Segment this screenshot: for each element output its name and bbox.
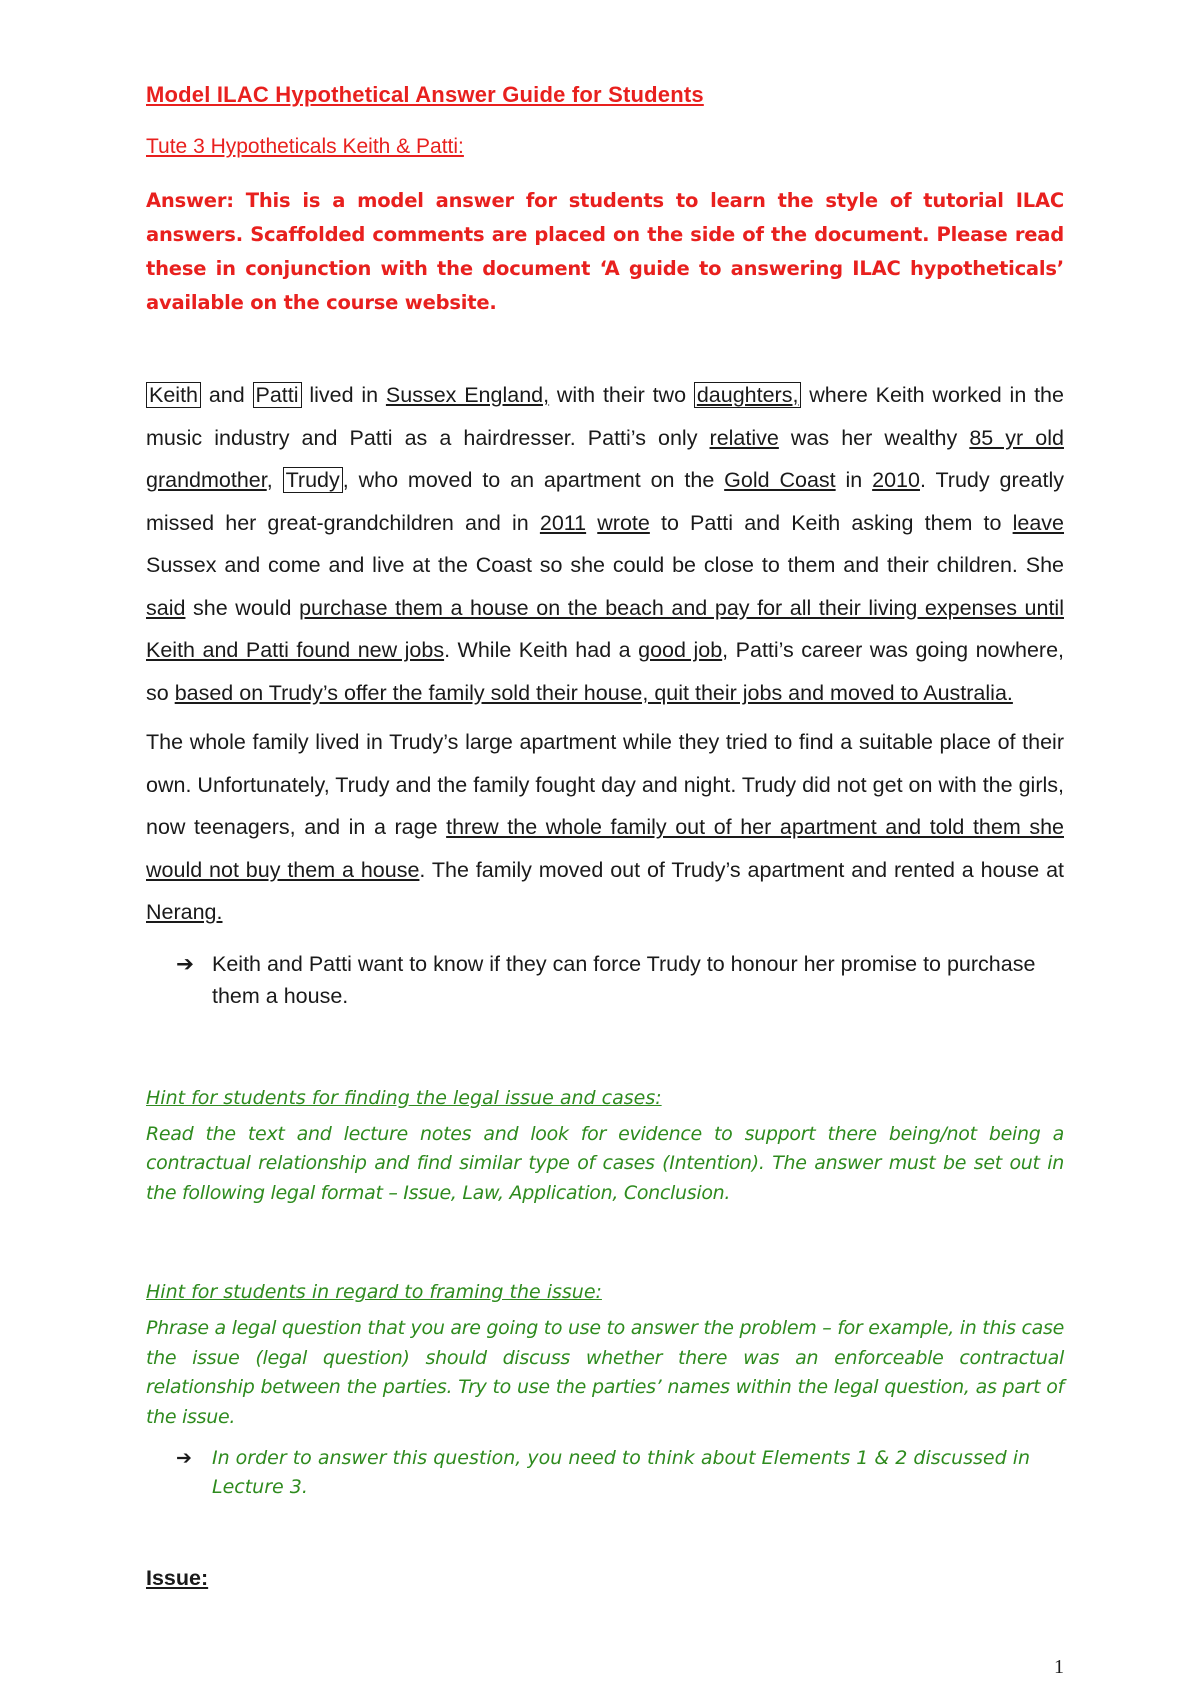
- underlined-age: 85 yr old: [969, 425, 1064, 450]
- document-subtitle: Tute 3 Hypotheticals Keith & Patti:: [146, 135, 464, 158]
- answer-note: Answer: This is a model answer for students to learn the style of tutorial ILAC answers. Scaffolded comments are placed on the side of the document. Please read these in conjunction with the document ‘A guide to answering ILAC hypotheticals’ available on the course website.: [146, 189, 1064, 314]
- underlined-reliance: based on Trudy’s offer the family sold their house, quit their jobs and moved to Australia.: [174, 680, 1013, 705]
- hypothetical-paragraph-1: Keith and Patti lived in Sussex England, with their two daughters, where Keith worked in the music industry and Patti as a hairdresser. Patti’s only relative was her wealthy 85 yr old grandmother, Trudy , who moved to an apartment on the Gold Coast in 2010. Trudy greatly missed her great-grandchildren and in 2011 wrote to Patti and Keith asking them to leave Sussex and come and live at the Coast so she could be close to them and their children. She said she would purchase them a house on the beach and pay for all their living expenses until Keith and Patti found new jobs. While Keith had a good job, Patti’s career was going nowhere, so based on Trudy’s offer the family sold their house, quit their jobs and moved to Australia.: [146, 383, 1065, 705]
- underlined-grandmother: grandmother: [146, 468, 267, 492]
- hint-2-title: Hint for students in regard to framing the issue:: [146, 1281, 602, 1303]
- boxed-daughters: daughters,: [694, 382, 802, 408]
- underlined-promise: purchase them a house on the beach and pay for all their living expenses until Keith and Patti found new jobs: [146, 595, 1064, 662]
- underlined-wrote: wrote: [597, 510, 650, 535]
- underlined-leave: leave: [1012, 510, 1065, 535]
- underlined-sussex: Sussex England,: [385, 383, 550, 407]
- underlined-threw-out: threw the whole family out of her apartment and told them she would not buy them a house: [146, 815, 1064, 882]
- underlined-good-job: good job: [638, 638, 723, 662]
- question-text: Keith and Patti want to know if they can force Trudy to honour her promise to purchase them a house.: [212, 951, 1036, 1008]
- boxed-trudy: Trudy: [283, 467, 343, 493]
- underlined-year-2011: 2011: [539, 510, 587, 535]
- underlined-year-2010: 2010: [872, 468, 920, 492]
- hint-1-title: Hint for students for finding the legal issue and cases:: [146, 1086, 662, 1109]
- boxed-keith: Keith: [146, 382, 201, 408]
- hint-2-body: Phrase a legal question that you are going to use to answer the problem – for example, in this case the issue (legal question) should discuss whether there was an enforceable contractual relationship between the parties. Try to use the parties’ names within the legal question, as part of the issue.: [146, 1317, 1064, 1428]
- hint-1-body: Read the text and lecture notes and look for evidence to support there being/not being a contractual relationship and find similar type of cases (Intention). The answer must be set out in the following legal format – Issue, Law, Application, Conclusion.: [146, 1122, 1064, 1204]
- underlined-gold-coast: Gold Coast: [724, 468, 836, 492]
- arrow-right-icon: ➔: [176, 951, 195, 976]
- hint-2-bullet-text: In order to answer this question, you need to think about Elements 1 & 2 discussed in Lecture 3.: [212, 1447, 1031, 1498]
- arrow-right-icon: ➔: [176, 1447, 192, 1469]
- issue-heading: Issue:: [146, 1566, 209, 1590]
- hypothetical-paragraph-2: The whole family lived in Trudy’s large apartment while they tried to find a suitable place of their own. Unfortunately, Trudy and the family fought day and night. Trudy did not get on with the girls, now teenagers, and in a rage threw the whole family out of her apartment and told them she would not buy them a house. The family moved out of Trudy’s apartment and rented a house at Nerang.: [146, 730, 1064, 924]
- page-number: 1: [1054, 1656, 1064, 1678]
- document-title: Model ILAC Hypothetical Answer Guide for Students: [146, 82, 704, 107]
- hint-2-bullet: [176, 1444, 1064, 1502]
- question-bullet: [176, 948, 1064, 1012]
- underlined-nerang: Nerang.: [146, 900, 223, 924]
- document-content: [146, 82, 1064, 1592]
- underlined-said: said: [146, 595, 186, 620]
- underlined-relative: relative: [709, 425, 779, 450]
- boxed-patti: Patti: [253, 382, 302, 408]
